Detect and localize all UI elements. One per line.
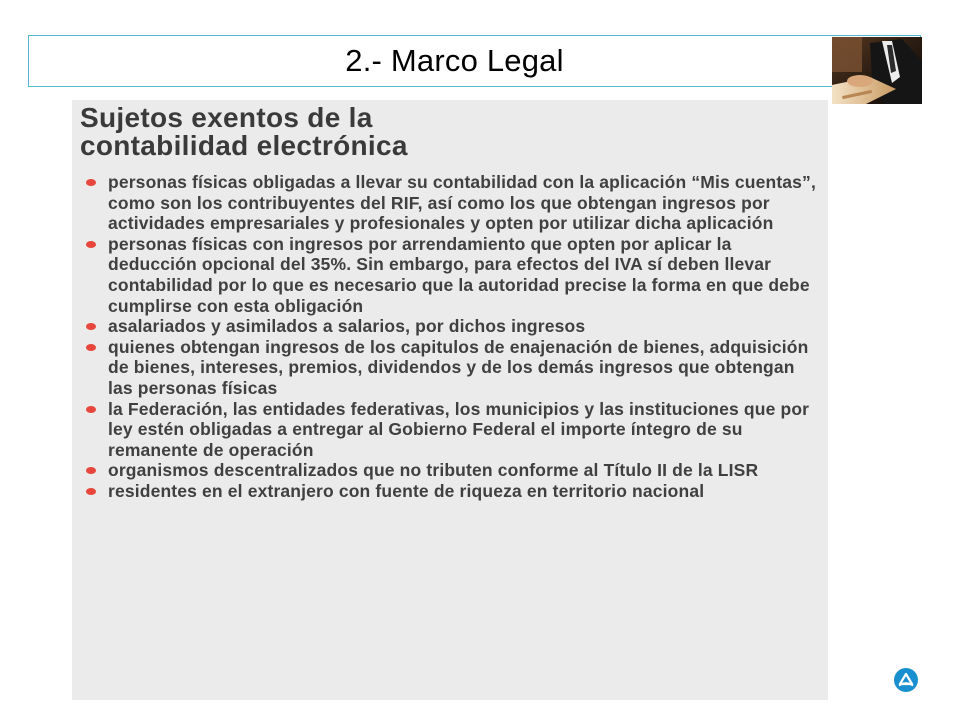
- card-heading-line: Sujetos exentos de la: [80, 102, 373, 133]
- bullet-icon: [86, 241, 96, 248]
- list-item-text: asalariados y asimilados a salarios, por dichos ingresos: [108, 316, 586, 337]
- bullet-icon: [86, 344, 96, 351]
- list-item-text: personas físicas con ingresos por arrendamiento que opten por aplicar la deducción opcional del 35%. Sin embargo, para efectos del IVA sí deben llevar contabilidad por lo que es necesario que la autoridad precise la forma en que debe cumplirse con esta obligación: [108, 233, 810, 316]
- content-card: [72, 100, 828, 700]
- list-item: [80, 234, 822, 316]
- slide-title: 2.- Marco Legal: [345, 43, 564, 78]
- exempt-subjects-list: [80, 172, 822, 502]
- card-heading-line: contabilidad electrónica: [80, 130, 408, 161]
- list-item-text: organismos descentralizados que no tributen conforme al Título II de la LISR: [108, 460, 759, 481]
- logo-icon: [893, 667, 919, 693]
- bullet-icon: [86, 467, 96, 474]
- card-heading: [80, 104, 822, 160]
- list-item: [80, 460, 822, 481]
- list-item: [80, 172, 822, 234]
- bullet-icon: [86, 488, 96, 495]
- list-item-text: la Federación, las entidades federativas, los municipios y las instituciones que por ley estén obligadas a entregar al Gobierno Federal el importe íntegro de su remanente de operación: [108, 398, 810, 460]
- list-item: [80, 337, 822, 399]
- bullet-icon: [86, 179, 96, 186]
- list-item-text: quienes obtengan ingresos de los capitulos de enajenación de bienes, adquisición de bienes, intereses, premios, dividendos y de los demás ingresos que obtengan las personas físicas: [108, 336, 809, 398]
- list-item-text: personas físicas obligadas a llevar su contabilidad con la aplicación “Mis cuentas”, como son los contribuyentes del RIF, así como los que obtengan ingresos por actividades empresariales y profesionales y opten por utilizar dicha aplicación: [108, 172, 816, 234]
- slide-title-bar: [28, 35, 921, 87]
- legal-photo-icon: [832, 37, 922, 104]
- list-item: [80, 316, 822, 337]
- bullet-icon: [86, 406, 96, 413]
- list-item-text: residentes en el extranjero con fuente de riqueza en territorio nacional: [108, 480, 705, 501]
- list-item: [80, 481, 822, 502]
- bullet-icon: [86, 323, 96, 330]
- list-item: [80, 399, 822, 461]
